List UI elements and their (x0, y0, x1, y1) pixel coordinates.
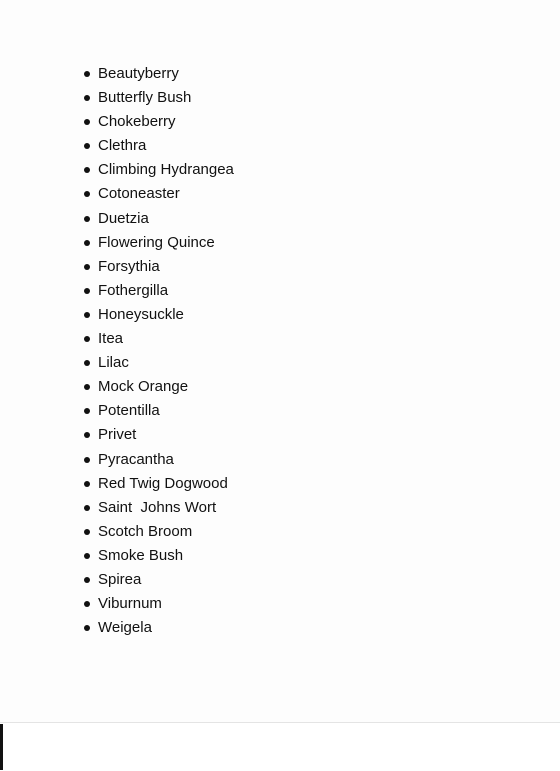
list-item-label: Forsythia (98, 257, 160, 275)
list-item-label: Honeysuckle (98, 305, 184, 323)
list-item (82, 399, 234, 423)
list-item (82, 520, 234, 544)
list-item (82, 496, 234, 520)
list-item (82, 423, 234, 447)
list-item (82, 568, 234, 592)
bullet-icon (84, 625, 90, 631)
list-item-label: Lilac (98, 354, 129, 372)
scan-edge-mark (0, 724, 3, 770)
scan-margin (0, 722, 560, 771)
bullet-icon (84, 216, 90, 222)
bullet-icon (84, 336, 90, 342)
bullet-icon (84, 143, 90, 149)
list-item (82, 544, 234, 568)
list-item-label: Potentilla (98, 402, 160, 420)
list-item (82, 303, 234, 327)
list-item (82, 351, 234, 375)
bullet-icon (84, 457, 90, 463)
bullet-icon (84, 167, 90, 173)
bullet-icon (84, 384, 90, 390)
list-item-label: Red Twig Dogwood (98, 474, 228, 492)
list-item (82, 110, 234, 134)
list-item (82, 592, 234, 616)
bullet-icon (84, 95, 90, 101)
list-item-label: Viburnum (98, 595, 162, 613)
list-item (82, 182, 234, 206)
list-item-label: Scotch Broom (98, 522, 193, 540)
list-item (82, 207, 234, 231)
list-item (82, 327, 234, 351)
bullet-icon (84, 601, 90, 607)
list-item-label: Duetzia (98, 209, 149, 227)
bullet-icon (84, 71, 90, 77)
bullet-icon (84, 481, 90, 487)
list-item-label: Chokeberry (98, 113, 176, 131)
list-item-label: Saint Johns Wort (98, 498, 217, 516)
list-item (82, 472, 234, 496)
bullet-icon (84, 240, 90, 246)
list-item-label: Spirea (98, 570, 142, 588)
list-item (82, 279, 234, 303)
list-item (82, 616, 234, 640)
list-item-label: Itea (98, 330, 124, 348)
list-item-label: Climbing Hydrangea (98, 161, 234, 179)
bullet-icon (84, 312, 90, 318)
list-item-label: Cotoneaster (98, 185, 180, 203)
list-item-label: Weigela (98, 619, 152, 637)
list-item (82, 62, 234, 86)
list-item-label: Mock Orange (98, 378, 189, 396)
list-item-label: Beautyberry (98, 65, 179, 82)
bullet-icon (84, 529, 90, 535)
bullet-icon (84, 553, 90, 559)
bullet-icon (84, 432, 90, 438)
list-item (82, 375, 234, 399)
list-item-label: Butterfly Bush (98, 89, 192, 107)
list-item (82, 448, 234, 472)
list-item (82, 255, 234, 279)
list-item (82, 231, 234, 255)
list-item-label: Pyracantha (98, 450, 174, 468)
bullet-icon (84, 119, 90, 125)
list-item (82, 158, 234, 182)
bullet-icon (84, 264, 90, 270)
list-item (82, 86, 234, 110)
list-item (82, 134, 234, 158)
bullet-icon (84, 360, 90, 366)
shrub-list (82, 62, 234, 640)
bullet-icon (84, 191, 90, 197)
list-item-label: Privet (98, 426, 137, 444)
bullet-icon (84, 288, 90, 294)
list-item-label: Flowering Quince (98, 233, 215, 251)
bullet-icon (84, 408, 90, 414)
bullet-icon (84, 505, 90, 511)
list-item-label: Fothergilla (98, 281, 169, 299)
list-item-label: Clethra (98, 137, 147, 155)
list-item-label: Smoke Bush (98, 546, 184, 564)
bullet-icon (84, 577, 90, 583)
